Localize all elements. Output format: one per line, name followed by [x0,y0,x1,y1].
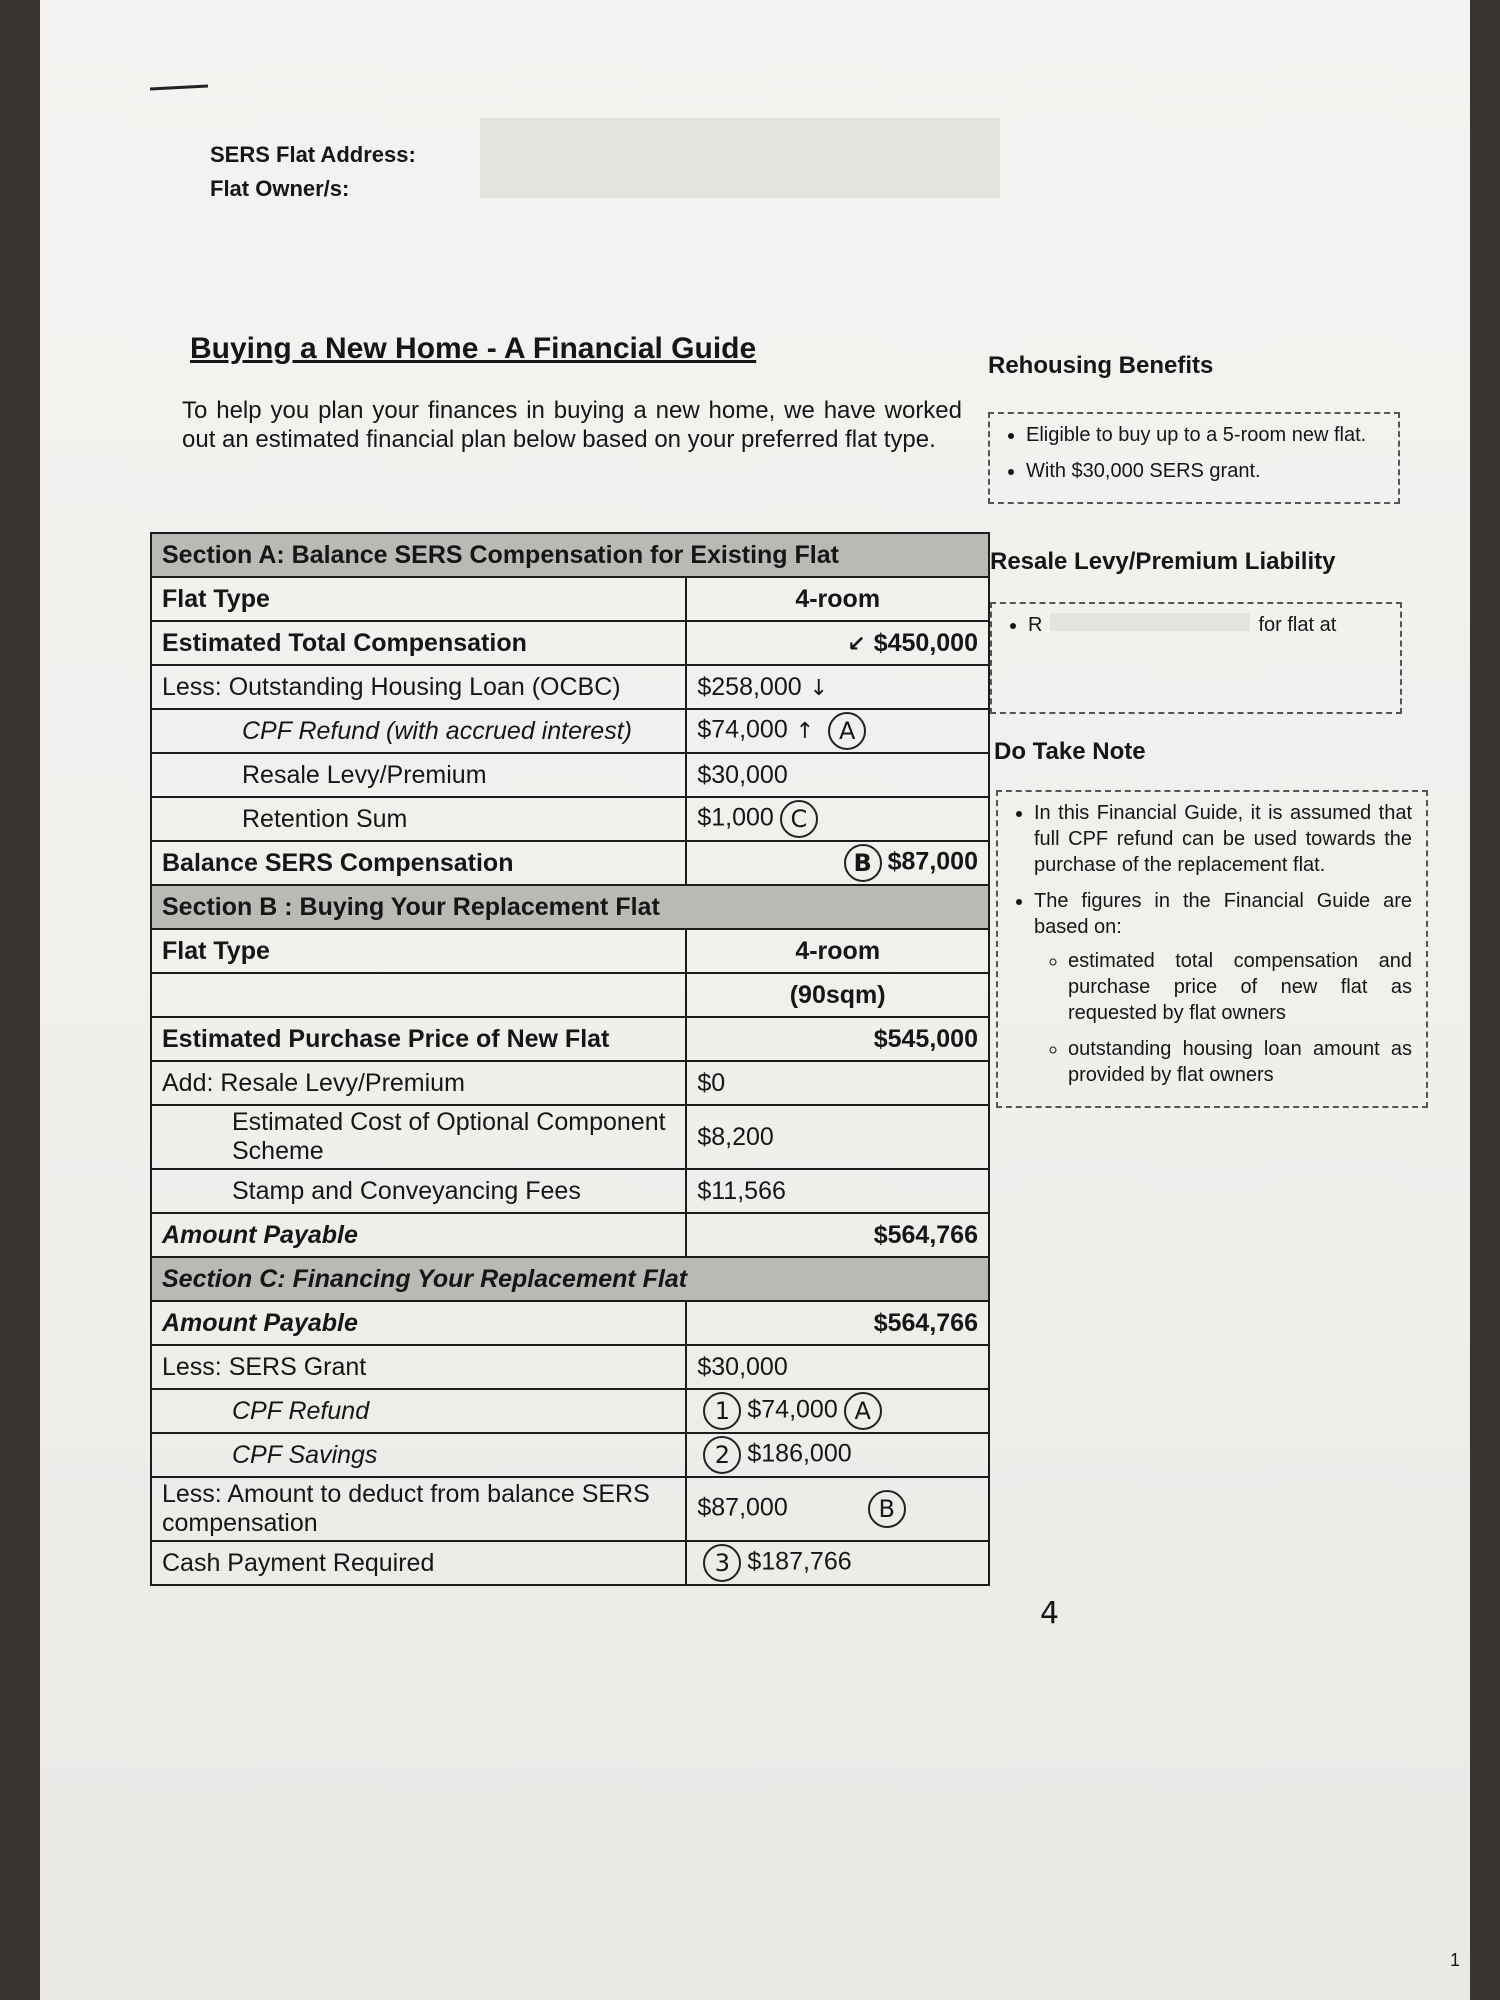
row-label: Flat Type [151,929,686,973]
document-page [40,0,1470,2000]
row-value: (90sqm) [686,973,989,1017]
row-value: 4-room [686,929,989,973]
owner-label: Flat Owner/s: [210,176,350,201]
circled-mark-a: A [828,712,866,750]
row-label: Stamp and Conveyancing Fees [151,1169,686,1213]
arrow-down-icon: ↓ [809,675,829,701]
row-value: $8,200 [686,1105,989,1169]
row-value: $30,000 [686,753,989,797]
row-label: Cash Payment Required [151,1541,686,1585]
circled-number-1: 1 [703,1392,741,1430]
row-value: $186,000 [747,1439,852,1468]
row-value: $564,766 [686,1301,989,1345]
row-value: $74,000 [697,715,788,744]
note-title: Do Take Note [994,738,1146,765]
row-value: $258,000 [697,672,802,701]
row-label: CPF Savings [151,1433,686,1477]
pen-mark [150,84,208,90]
row-value: 4-room [686,577,989,621]
row-label: Resale Levy/Premium [151,753,686,797]
circled-mark-b: B [868,1490,906,1528]
row-label: Estimated Total Compensation [151,621,686,665]
rehousing-item: • Eligible to buy up to a 5-room new flat. [1026,422,1384,448]
note-subitem: ◦ estimated total compensation and purchase price of new flat as requested by flat owners [1068,948,1412,1026]
section-b-title: Section B : Buying Your Replacement Flat [151,885,989,929]
row-label: Balance SERS Compensation [151,841,686,885]
rehousing-box [988,412,1400,504]
note-box [996,790,1428,1108]
financial-table [150,532,990,1586]
row-value: $450,000 [873,628,978,657]
row-value: $564,766 [686,1213,989,1257]
row-label: Flat Type [151,577,686,621]
row-value: $30,000 [686,1345,989,1389]
section-c-title: Section C: Financing Your Replacement Flat [151,1257,989,1301]
arrow-icon: ↙ [847,631,866,657]
row-label: Add: Resale Levy/Premium [151,1061,686,1105]
row-label [151,973,686,1017]
circled-mark-a: A [844,1392,882,1430]
circled-mark-c: C [780,800,818,838]
rehousing-title: Rehousing Benefits [988,352,1214,379]
guide-title: Buying a New Home - A Financial Guide [190,332,757,365]
row-value: $0 [686,1061,989,1105]
levy-title: Resale Levy/Premium Liability [990,548,1336,575]
row-value: $74,000 [747,1395,838,1424]
row-label: Estimated Purchase Price of New Flat [151,1017,686,1061]
row-value: $87,000 [887,847,978,876]
levy-text-end: for flat at [1258,614,1337,636]
row-value: $187,766 [747,1547,852,1576]
handwritten-mark: 4 [1040,1596,1060,1631]
row-label: CPF Refund (with accrued interest) [151,709,686,753]
levy-box [990,602,1402,714]
circled-number-3: 3 [703,1544,741,1582]
row-label: Estimated Cost of Optional Component Scheme [151,1105,686,1169]
row-value: $1,000 [697,803,774,832]
circled-number-2: 2 [703,1436,741,1474]
row-label: CPF Refund [151,1389,686,1433]
document-header [210,138,416,206]
row-label: Amount Payable [151,1301,686,1345]
arrow-up-icon: ↑ [795,718,815,744]
address-label: SERS Flat Address: [210,142,416,167]
row-label: Less: SERS Grant [151,1345,686,1389]
row-value: $545,000 [686,1017,989,1061]
redacted-area [1050,613,1250,631]
row-label: Less: Outstanding Housing Loan (OCBC) [151,665,686,709]
row-label: Less: Amount to deduct from balance SERS compensation [151,1477,686,1541]
page-number: 1 [1450,1950,1461,1970]
redacted-area [480,118,1000,198]
row-value: $87,000 [697,1493,788,1522]
note-subitem: ◦ outstanding housing loan amount as provided by flat owners [1068,1036,1412,1088]
rehousing-item: • With $30,000 SERS grant. [1026,458,1384,484]
section-a-title: Section A: Balance SERS Compensation for Existing Flat [151,533,989,577]
row-value: $11,566 [686,1169,989,1213]
note-item: • In this Financial Guide, it is assumed that full CPF refund can be used towards the purchase of the replacement flat. [1034,800,1412,878]
levy-text-start: R [1028,614,1043,636]
guide-intro: To help you plan your finances in buying a new home, we have worked out an estimated financial plan below based on your preferred flat type. [182,397,962,453]
row-label: Retention Sum [151,797,686,841]
row-label: Amount Payable [151,1213,686,1257]
note-item: The figures in the Financial Guide are based on: [1034,890,1412,938]
circled-mark-b: B [844,844,882,882]
